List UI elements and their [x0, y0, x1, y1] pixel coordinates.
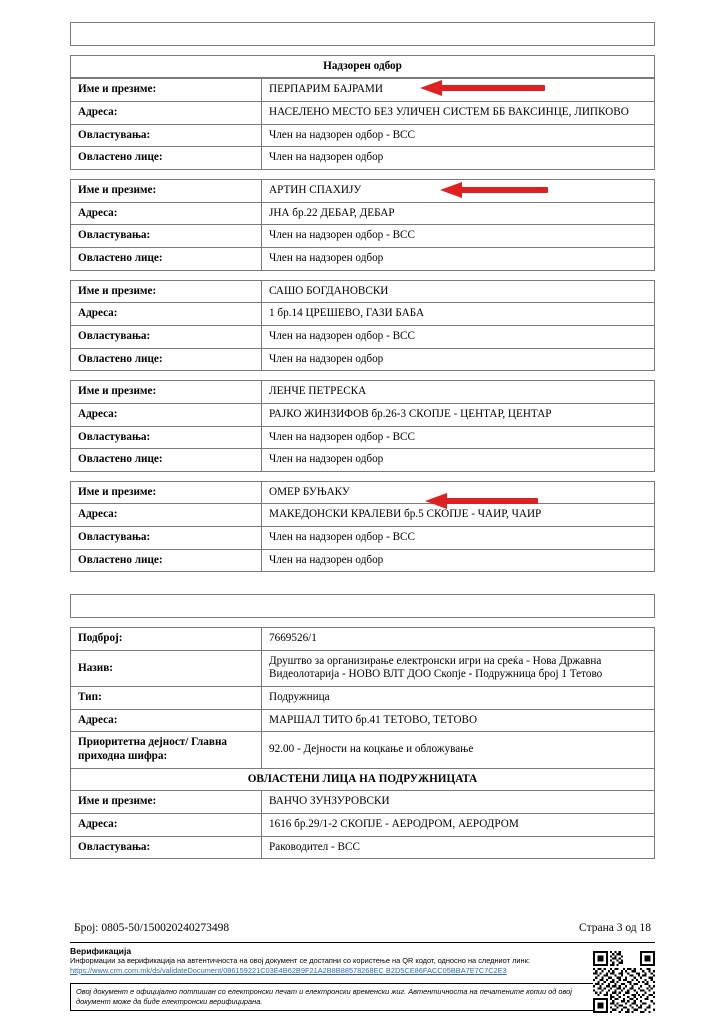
table-row: [71, 325, 655, 348]
label-address: Адреса:: [71, 403, 262, 426]
label-authorizations: Овластувања:: [71, 426, 262, 449]
value-authorizations: Член на надзорен одбор - ВСС: [262, 325, 655, 348]
table-row: [71, 225, 655, 248]
table-row: [71, 504, 655, 527]
value-authorized-person: Член на надзорен одбор: [262, 147, 655, 170]
branches-section: [70, 594, 655, 618]
table-row: [71, 303, 655, 326]
verification-note: Овој документ е официјално потпишан со електронски печат и електронски временски жиг. Автентичноста на печатените копии од овој документ може да биде електронски верифицирана.: [70, 983, 602, 1011]
value-name: САШО БОГДАНОВСКИ: [262, 280, 655, 303]
table-row: [71, 280, 655, 303]
label-authorizations: Овластувања:: [71, 124, 262, 147]
table-row: [71, 549, 655, 572]
spacer: [70, 472, 655, 481]
verification-link[interactable]: https://www.crm.com.mk/ds/validateDocument/086159221C03E4B62B9F21A2B8B88578268EC B2D5CE86FACC05BBA7E7C7C2E3: [70, 965, 507, 975]
table-row: [71, 179, 655, 202]
table-row: [71, 124, 655, 147]
value-name: ВАНЧО ЗУНЗУРОВСКИ: [262, 791, 655, 814]
table-row: [71, 687, 655, 710]
label-name: Име и презиме:: [71, 481, 262, 504]
label-authorizations: Овластувања:: [71, 836, 262, 859]
label-name: Име и презиме:: [71, 381, 262, 404]
label-authorized-person: Овластено лице:: [71, 449, 262, 472]
member-block: [70, 481, 655, 573]
member-block: [70, 380, 655, 472]
label-address: Адреса:: [71, 303, 262, 326]
value-type: Подружница: [262, 687, 655, 710]
value-address: МАРШАЛ ТИТО бр.41 ТЕТОВО, ТЕТОВО: [262, 709, 655, 732]
table-row: [71, 79, 655, 102]
label-authorized-person: Овластено лице:: [71, 549, 262, 572]
footer-line: [70, 922, 655, 942]
table-row: [71, 449, 655, 472]
committees-section: [70, 22, 655, 46]
value-address: МАКЕДОНСКИ КРАЛЕВИ бр.5 СКОПЈЕ - ЧАИР, ЧАИР: [262, 504, 655, 527]
value-name: ОМЕР БУЊАКУ: [262, 481, 655, 504]
table-row: [71, 650, 655, 686]
table-row: [71, 381, 655, 404]
table-row: [71, 348, 655, 371]
value-authorized-person: Член на надзорен одбор: [262, 348, 655, 371]
label-name: Име и презиме:: [71, 79, 262, 102]
value-name: ПЕРПАРИМ БАЈРАМИ: [262, 79, 655, 102]
value-title: Друштво за организирање електронски игри на среќа - Нова Државна Видеолотарија - НОВО ВЛТ ДОО Скопје - Подружница број 1 Тетово: [262, 650, 655, 686]
subsection-header-label: ОВЛАСТЕНИ ЛИЦА НА ПОДРУЖНИЦАТА: [71, 768, 655, 791]
spacer: [70, 618, 655, 627]
value-address: ЈНА бр.22 ДЕБАР, ДЕБАР: [262, 202, 655, 225]
label-name: Име и презиме:: [71, 179, 262, 202]
label-authorizations: Овластувања:: [71, 325, 262, 348]
section-header-label: ПОДРУЖНИЦИ: [71, 595, 655, 618]
page-number: Страна 3 од 18: [579, 922, 651, 934]
verification-title: Верификација: [70, 946, 132, 956]
section-header-label: ОДБОРИ: [71, 23, 655, 46]
spacer: [70, 572, 655, 594]
document-footer: [70, 922, 655, 1024]
value-address: 1616 бр.29/1-2 СКОПЈЕ - АЕРОДРОМ, АЕРОДРОМ: [262, 814, 655, 837]
label-priority-activity: Приоритетна дејност/ Главна приходна шифра:: [71, 732, 262, 768]
subsection-header-branch-authorized: [71, 768, 655, 791]
label-type: Тип:: [71, 687, 262, 710]
spacer: [70, 371, 655, 380]
document-number: Број: 0805-50/150020240273498: [74, 922, 230, 934]
table-row: [71, 836, 655, 859]
value-authorizations: Раководител - ВСС: [262, 836, 655, 859]
label-authorizations: Овластувања:: [71, 527, 262, 550]
supervisory-board-header-table: [70, 55, 655, 79]
member-block: [70, 78, 655, 170]
label-authorized-person: Овластено лице:: [71, 147, 262, 170]
value-authorizations: Член на надзорен одбор - ВСС: [262, 527, 655, 550]
table-row: [71, 527, 655, 550]
value-address: 1 бр.14 ЦРЕШЕВО, ГАЗИ БАБА: [262, 303, 655, 326]
subsection-header-supervisory: [71, 55, 655, 78]
value-authorizations: Член на надзорен одбор - ВСС: [262, 124, 655, 147]
table-row: [71, 732, 655, 768]
value-subnumber: 7669526/1: [262, 628, 655, 651]
value-authorized-person: Член на надзорен одбор: [262, 449, 655, 472]
label-address: Адреса:: [71, 202, 262, 225]
value-authorizations: Член на надзорен одбор - ВСС: [262, 225, 655, 248]
label-subnumber: Подброј:: [71, 628, 262, 651]
label-address: Адреса:: [71, 709, 262, 732]
table-row: [71, 628, 655, 651]
value-name: ЛЕНЧЕ ПЕТРЕСКА: [262, 381, 655, 404]
value-authorized-person: Член на надзорен одбор: [262, 247, 655, 270]
label-authorizations: Овластувања:: [71, 225, 262, 248]
value-authorized-person: Член на надзорен одбор: [262, 549, 655, 572]
table-row: [71, 791, 655, 814]
member-block: [70, 179, 655, 271]
label-address: Адреса:: [71, 814, 262, 837]
table-row: [71, 814, 655, 837]
section-header-branches: [71, 595, 655, 618]
label-authorized-person: Овластено лице:: [71, 247, 262, 270]
section-header-committees: [71, 23, 655, 46]
verification-block: [70, 942, 655, 1024]
value-authorizations: Член на надзорен одбор - ВСС: [262, 426, 655, 449]
label-authorized-person: Овластено лице:: [71, 348, 262, 371]
label-address: Адреса:: [71, 101, 262, 124]
spacer: [70, 271, 655, 280]
label-address: Адреса:: [71, 504, 262, 527]
verification-description: Информации за верификација на автентичноста на овој документ се достапни со користење на QR кодот, односно на следниот линк:: [70, 956, 530, 965]
label-name: Име и презиме:: [71, 280, 262, 303]
table-row: [71, 709, 655, 732]
spacer: [70, 46, 655, 55]
value-address: НАСЕЛЕНО МЕСТО БЕЗ УЛИЧЕН СИСТЕМ ББ ВАКСИНЦЕ, ЛИПКОВО: [262, 101, 655, 124]
label-name: Име и презиме:: [71, 791, 262, 814]
table-row: [71, 202, 655, 225]
value-address: РАЈКО ЖИНЗИФОВ бр.26-3 СКОПЈЕ - ЦЕНТАР, ЦЕНТАР: [262, 403, 655, 426]
branch-block: [70, 627, 655, 859]
member-block: [70, 280, 655, 372]
subsection-header-label: Надзорен одбор: [71, 55, 655, 78]
table-row: [71, 426, 655, 449]
table-row: [71, 481, 655, 504]
table-row: [71, 403, 655, 426]
table-row: [71, 247, 655, 270]
table-row: [71, 147, 655, 170]
label-title: Назив:: [71, 650, 262, 686]
qr-code-icon: [593, 951, 655, 1013]
value-priority-activity: 92.00 - Дејности на коцкање и обложување: [262, 732, 655, 768]
spacer: [70, 170, 655, 179]
table-row: [71, 101, 655, 124]
verification-text: [70, 956, 540, 976]
value-name: АРТИН СПАХИЈУ: [262, 179, 655, 202]
